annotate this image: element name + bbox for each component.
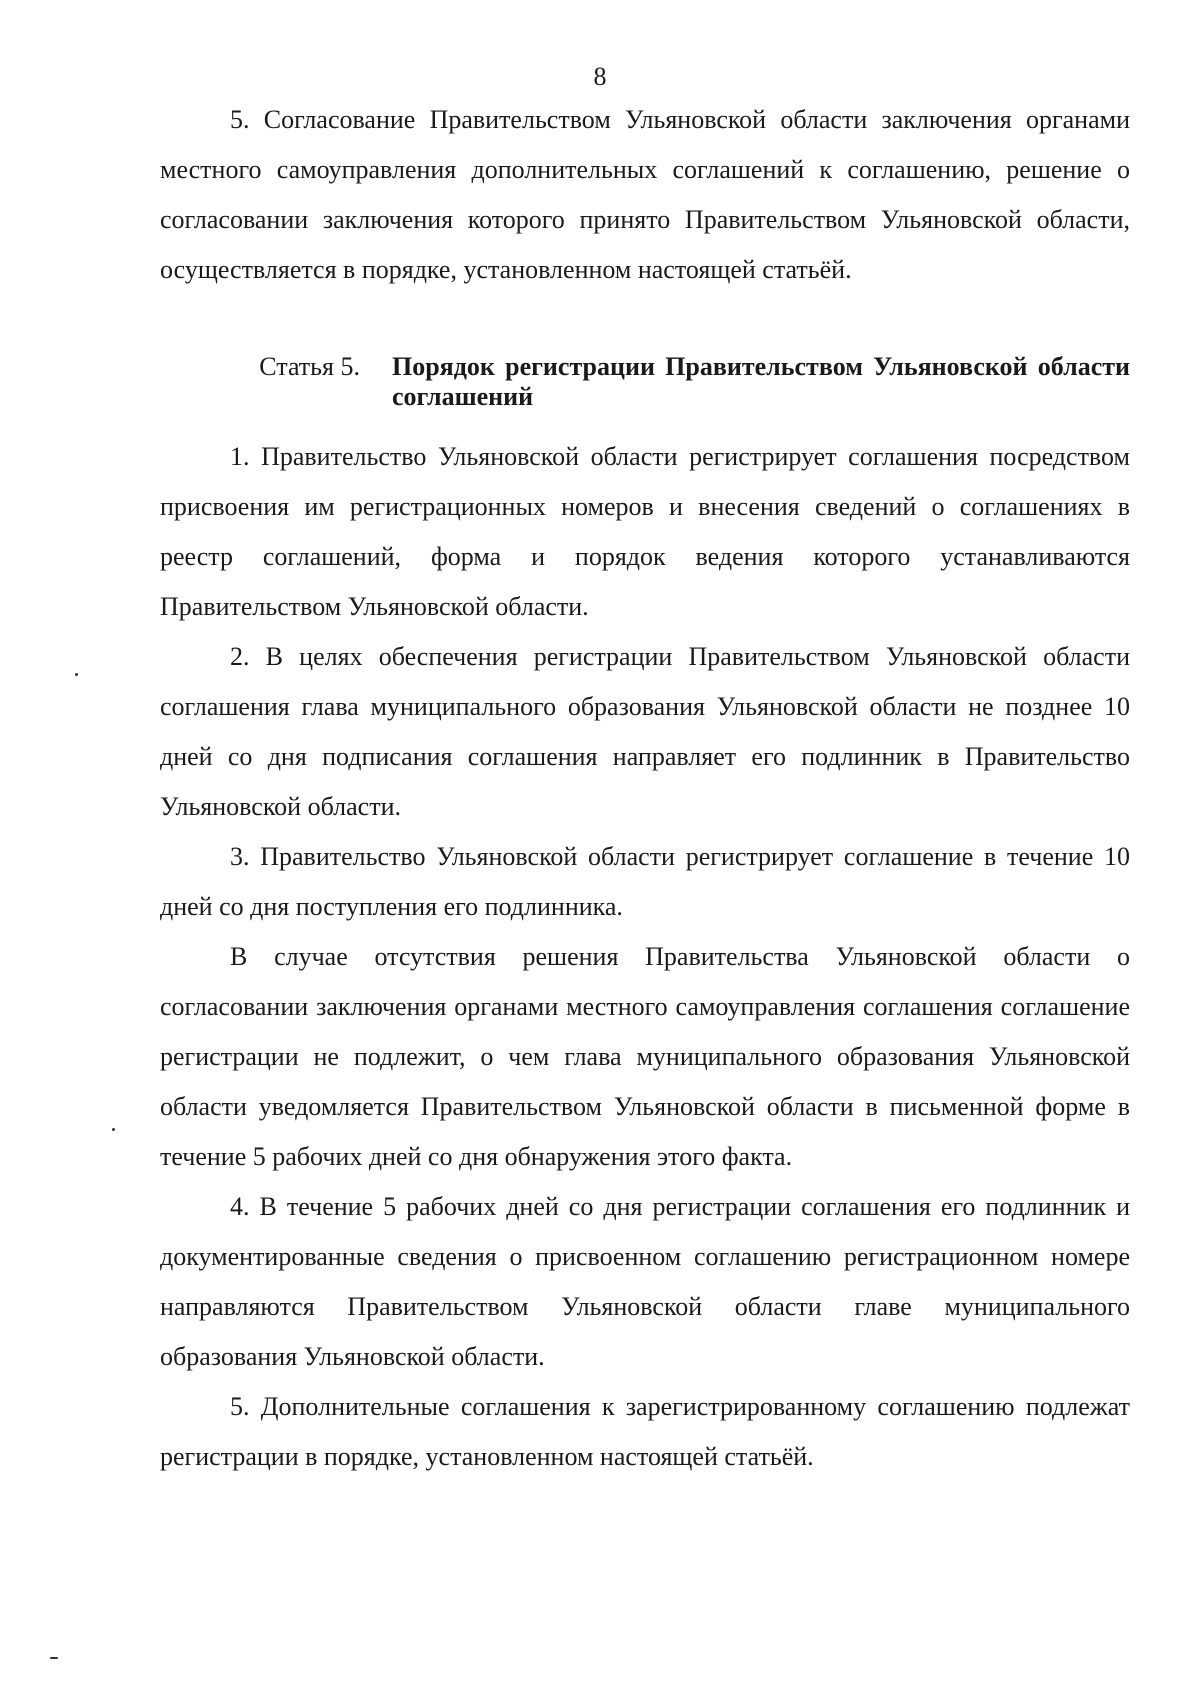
paragraph-4: 4. В течение 5 рабочих дней со дня регистрации соглашения его подлинник и документированные сведения о присвоенном соглашению регистрационном номере направляются Правительством Ульяновской области главе муниципального образования Ульяновской области.	[160, 1192, 1130, 1371]
article-label: Статья 5.	[259, 352, 360, 381]
paragraph-2: 2. В целях обеспечения регистрации Правительством Ульяновской области соглашения глава муниципального образования Ульяновской области не позднее 10 дней со дня подписания соглашения направляет его подлинник в Правительство Ульяновской области.	[160, 642, 1130, 821]
article-heading	[160, 352, 1130, 412]
scan-speck	[75, 673, 78, 676]
paragraph-5: 5. Дополнительные соглашения к зарегистрированному соглашению подлежат регистрации в порядке, установленном настоящей статьёй.	[160, 1392, 1130, 1471]
paragraph-3-continuation: В случае отсутствия решения Правительства Ульяновской области о согласовании заключения органами местного самоуправления соглашения соглашение регистрации не подлежит, о чем глава муниципального образования Ульяновской области уведомляется Правительством Ульяновской области в письменной форме в течение 5 рабочих дней со дня обнаружения этого факта.	[160, 942, 1130, 1171]
paragraph-3: 3. Правительство Ульяновской области регистрирует соглашение в течение 10 дней со дня поступления его подлинника.	[160, 842, 1130, 921]
intro-paragraph: 5. Согласование Правительством Ульяновской области заключения органами местного самоуправления дополнительных соглашений к соглашению, решение о согласовании заключения которого принято Правительством Ульяновской области, осуществляется в порядке, установленном настоящей статьёй.	[160, 105, 1130, 284]
article-title: Порядок регистрации Правительством Ульяновской области соглашений	[392, 352, 1130, 411]
page-number: 8	[593, 62, 607, 91]
intro-section	[160, 95, 1130, 295]
article-body	[160, 432, 1130, 1482]
scan-speck	[112, 1128, 115, 1131]
scan-speck	[50, 1657, 58, 1659]
paragraph-1: 1. Правительство Ульяновской области регистрирует соглашения посредством присвоения им регистрационных номеров и внесения сведений о соглашениях в реестр соглашений, форма и порядок ведения которого устанавливаются Правительством Ульяновской области.	[160, 442, 1130, 621]
